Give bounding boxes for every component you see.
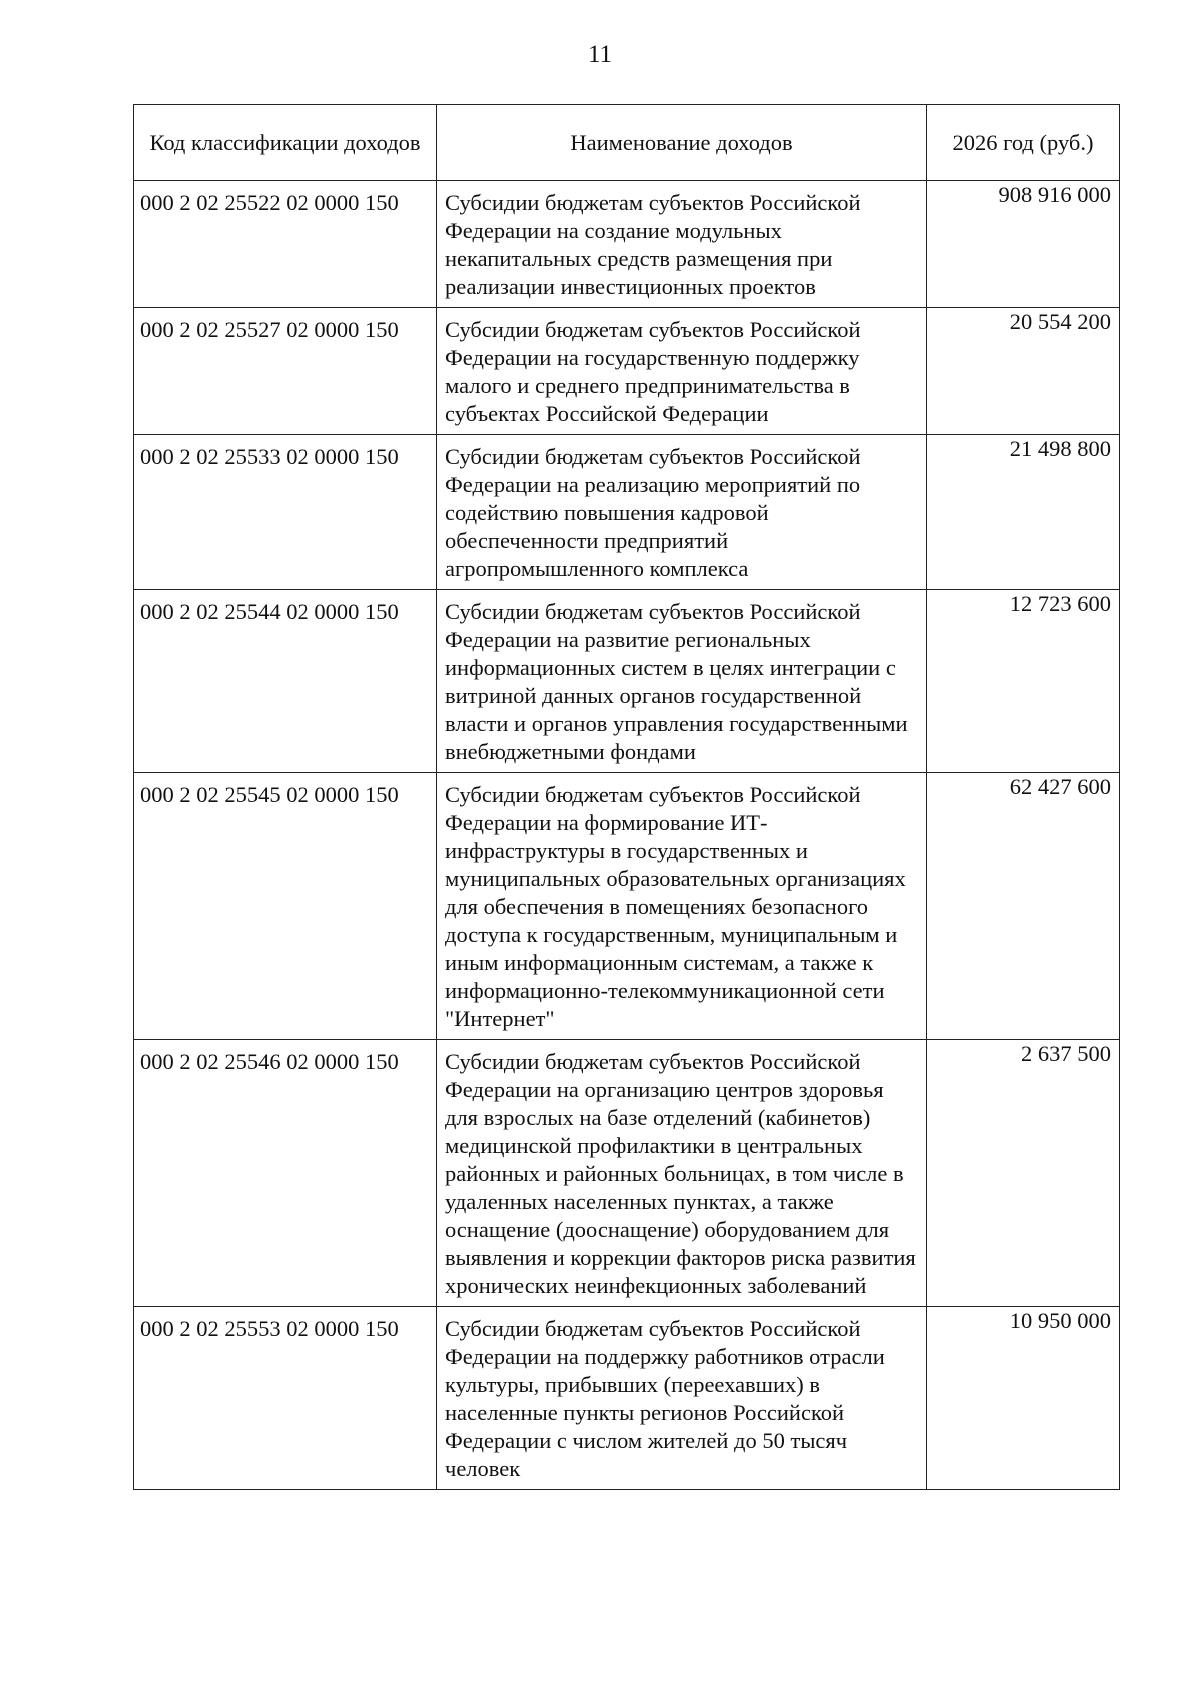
row-amount: 908 916 000 <box>927 181 1120 308</box>
row-code: 000 2 02 25544 02 0000 150 <box>134 590 437 773</box>
row-code: 000 2 02 25533 02 0000 150 <box>134 435 437 590</box>
header-amount: 2026 год (руб.) <box>927 105 1120 181</box>
header-code: Код классификации доходов <box>134 105 437 181</box>
row-name: Субсидии бюджетам субъектов Российской Федерации на формирование ИТ-инфраструктуры в государственных и муниципальных образовательных организациях для обеспечения в помещениях безопасного доступа к государственным, муниципальным и иным информационным системам, а также к информационно-телекоммуникационной сети "Интернет" <box>437 773 927 1040</box>
header-name: Наименование доходов <box>437 105 927 181</box>
row-amount: 10 950 000 <box>927 1307 1120 1490</box>
table-row <box>134 1307 1120 1490</box>
row-amount: 20 554 200 <box>927 308 1120 435</box>
table-row <box>134 1040 1120 1307</box>
row-amount: 62 427 600 <box>927 773 1120 1040</box>
revenue-table <box>133 104 1120 1490</box>
row-code: 000 2 02 25522 02 0000 150 <box>134 181 437 308</box>
row-name: Субсидии бюджетам субъектов Российской Федерации на государственную поддержку малого и среднего предпринимательства в субъектах Российской Федерации <box>437 308 927 435</box>
row-amount: 2 637 500 <box>927 1040 1120 1307</box>
table-row <box>134 590 1120 773</box>
table-row <box>134 773 1120 1040</box>
row-name: Субсидии бюджетам субъектов Российской Федерации на организацию центров здоровья для взрослых на базе отделений (кабинетов) медицинской профилактики в центральных районных и районных больницах, в том числе в удаленных населенных пунктах, а также оснащение (дооснащение) оборудованием для выявления и коррекции факторов риска развития хронических неинфекционных заболеваний <box>437 1040 927 1307</box>
row-code: 000 2 02 25546 02 0000 150 <box>134 1040 437 1307</box>
row-code: 000 2 02 25527 02 0000 150 <box>134 308 437 435</box>
row-amount: 21 498 800 <box>927 435 1120 590</box>
table-header-row <box>134 105 1120 181</box>
row-code: 000 2 02 25545 02 0000 150 <box>134 773 437 1040</box>
row-name: Субсидии бюджетам субъектов Российской Федерации на создание модульных некапитальных средств размещения при реализации инвестиционных проектов <box>437 181 927 308</box>
page-number: 11 <box>587 41 613 68</box>
row-name: Субсидии бюджетам субъектов Российской Федерации на поддержку работников отрасли культуры, прибывших (переехавших) в населенные пункты регионов Российской Федерации с числом жителей до 50 тысяч человек <box>437 1307 927 1490</box>
row-name: Субсидии бюджетам субъектов Российской Федерации на реализацию мероприятий по содействию повышения кадровой обеспеченности предприятий агропромышленного комплекса <box>437 435 927 590</box>
row-name: Субсидии бюджетам субъектов Российской Федерации на развитие региональных информационных систем в целях интеграции с витриной данных органов государственной власти и органов управления государственными внебюджетными фондами <box>437 590 927 773</box>
table-row <box>134 181 1120 308</box>
row-amount: 12 723 600 <box>927 590 1120 773</box>
table-row <box>134 308 1120 435</box>
row-code: 000 2 02 25553 02 0000 150 <box>134 1307 437 1490</box>
table-row <box>134 435 1120 590</box>
